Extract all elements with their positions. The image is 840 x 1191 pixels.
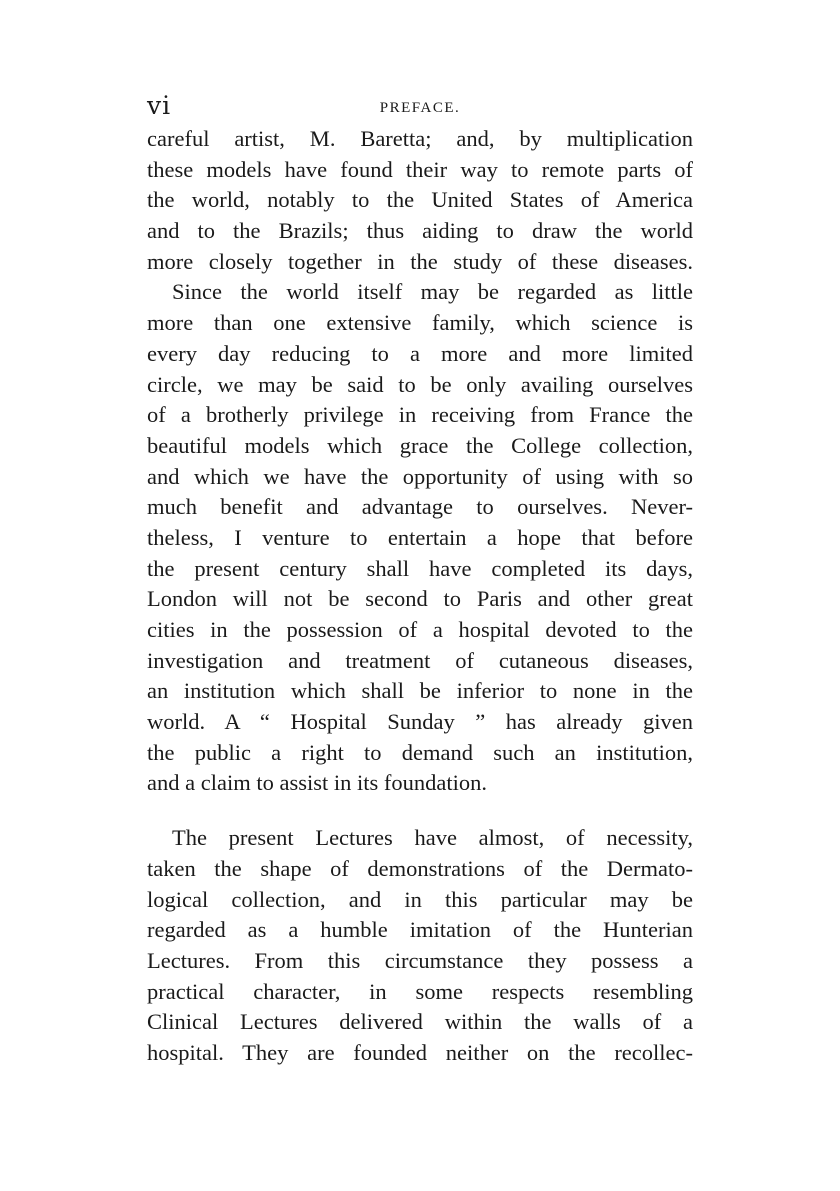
text-line: investigation and treatment of cutaneous diseases,: [147, 647, 693, 673]
text-line: beautiful models which grace the College collection,: [147, 432, 693, 458]
text-line: taken the shape of demonstrations of the Dermato-: [147, 855, 693, 881]
text-line: every day reducing to a more and more limited: [147, 340, 693, 366]
text-line: circle, we may be said to be only availing ourselves: [147, 371, 693, 397]
text-line: The present Lectures have almost, of necessity,: [172, 825, 693, 851]
text-line: and to the Brazils; thus aiding to draw the world: [147, 218, 693, 244]
text-line: cities in the possession of a hospital devoted to the: [147, 617, 693, 642]
text-line: practical character, in some respects resembling: [147, 978, 693, 1004]
text-line: Clinical Lectures delivered within the walls of a: [147, 1009, 693, 1035]
text-line: and a claim to assist in its foundation.: [147, 770, 487, 796]
text-line: regarded as a humble imitation of the Hunterian: [147, 917, 693, 943]
text-line: careful artist, M. Baretta; and, by multiplication: [147, 126, 693, 151]
text-line: much benefit and advantage to ourselves. Never-: [147, 494, 693, 520]
text-line: Lectures. From this circumstance they possess a: [147, 947, 693, 973]
text-line: the present century shall have completed its days,: [147, 555, 693, 581]
text-line: more closely together in the study of these diseases.: [147, 248, 693, 274]
text-line: theless, I venture to entertain a hope that before: [147, 524, 693, 550]
paragraph-1: [147, 124, 693, 277]
running-title: PREFACE.: [379, 100, 461, 116]
text-line: an institution which shall be inferior to none in the: [147, 678, 693, 704]
text-line: the public a right to demand such an institution,: [147, 739, 693, 765]
text-line: the world, notably to the United States of America: [147, 187, 693, 213]
page-number: vi: [147, 91, 172, 120]
running-head: [147, 88, 693, 124]
paragraph-2: [147, 277, 693, 799]
text-line: more than one extensive family, which science is: [147, 310, 693, 336]
text-line: logical collection, and in this particular may be: [147, 886, 693, 912]
text-line: London will not be second to Paris and other great: [147, 586, 693, 612]
book-page: [147, 88, 693, 1069]
text-line: and which we have the opportunity of using with so: [147, 463, 693, 489]
text-line: world. A “ Hospital Sunday ” has already given: [147, 709, 693, 735]
text-line: hospital. They are founded neither on the recollec-: [147, 1039, 693, 1065]
text-line: of a brotherly privilege in receiving from France the: [147, 402, 693, 428]
paragraph-gap: [147, 799, 693, 823]
text-line: these models have found their way to remote parts of: [147, 156, 693, 182]
paragraph-3: [147, 823, 693, 1069]
text-line: Since the world itself may be regarded as little: [172, 279, 693, 305]
